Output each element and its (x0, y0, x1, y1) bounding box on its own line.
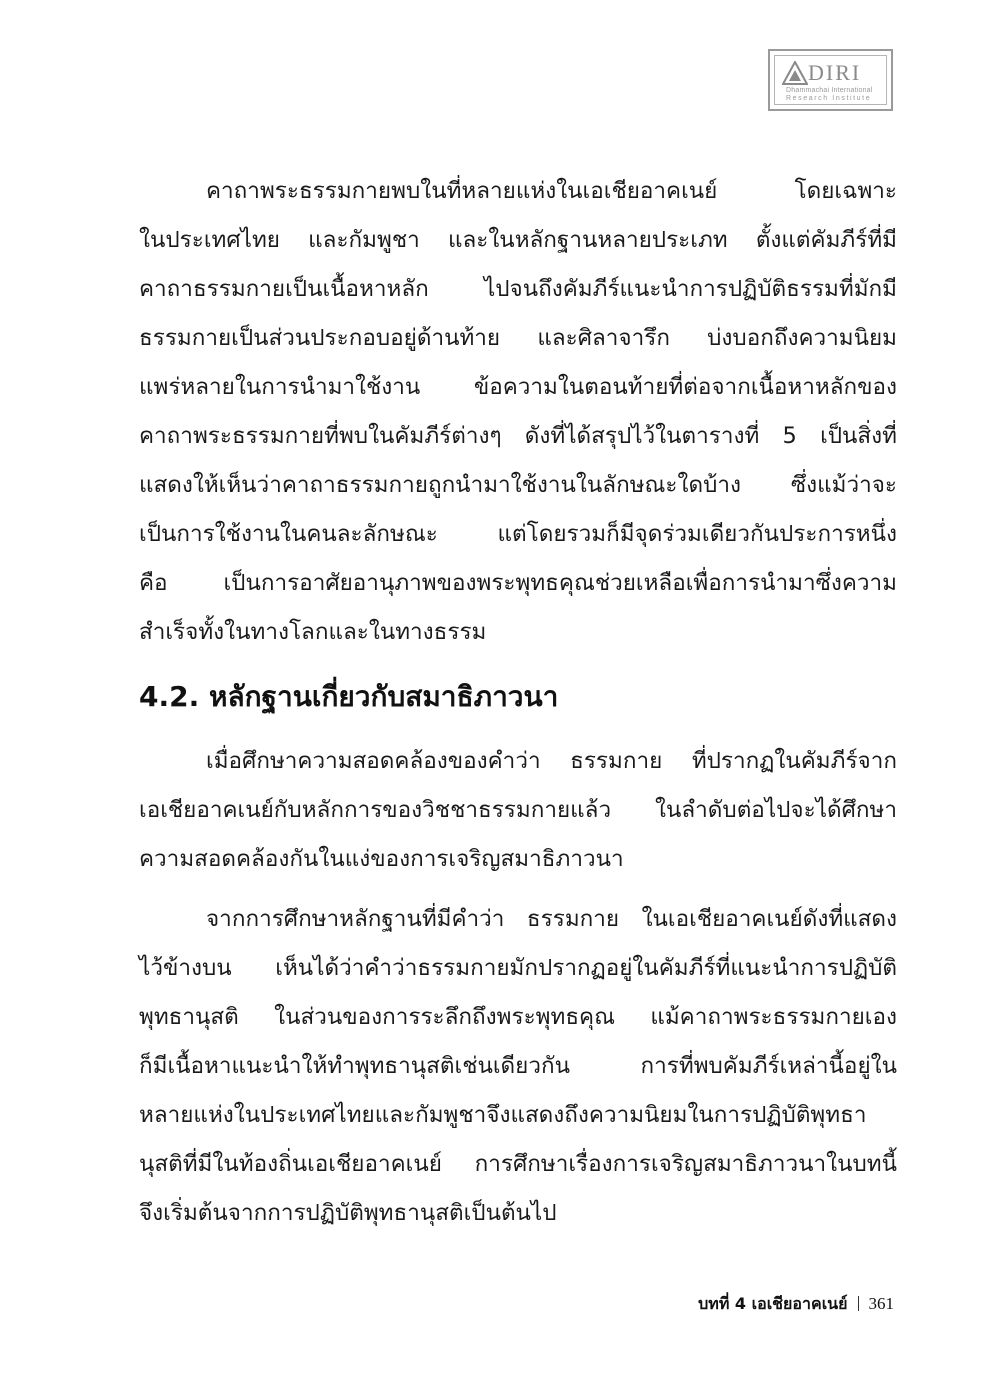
triangle-logo-icon (782, 61, 808, 85)
logo-subtitle-line1: Dhammachai International (786, 87, 873, 94)
paragraph-meditation-intro (139, 737, 897, 884)
text-line: นุสติที่มีในท้องถิ่นเอเชียอาคเนย์ การศึกษาเรื่องการเจริญสมาธิภาวนาในบทนี้ (139, 1151, 897, 1177)
text-line: แสดงให้เห็นว่าคาถาธรรมกายถูกนำมาใช้งานในลักษณะใดบ้าง ซึ่งแม้ว่าจะ (139, 472, 897, 498)
chapter-label: บทที่ 4 เอเชียอาคเนย์ (698, 1294, 848, 1313)
text-line: คือ เป็นการอาศัยอานุภาพของพระพุทธคุณช่วยเหลือเพื่อการนำมาซึ่งความ (139, 570, 897, 596)
text-line: ความสอดคล้องกันในแง่ของการเจริญสมาธิภาวนา (139, 846, 624, 872)
page-footer (698, 1290, 894, 1318)
text-line: ไว้ข้างบน เห็นได้ว่าคำว่าธรรมกายมักปรากฏอยู่ในคัมภีร์ที่แนะนำการปฏิบัติ (139, 955, 897, 981)
paragraph-buddhanussati (139, 895, 897, 1238)
text-line: คาถาพระธรรมกายที่พบในคัมภีร์ต่างๆ ดังที่ได้สรุปไว้ในตารางที่ 5 เป็นสิ่งที่ (139, 423, 897, 449)
text-line: เอเชียอาคเนย์กับหลักการของวิชชาธรรมกายแล้ว ในลำดับต่อไปจะได้ศึกษา (139, 797, 897, 823)
text-line: แพร่หลายในการนำมาใช้งาน ข้อความในตอนท้ายที่ต่อจากเนื้อหาหลักของ (139, 374, 897, 400)
text-line: สำเร็จทั้งในทางโลกและในทางธรรม (139, 619, 487, 645)
text-line: ธรรมกายเป็นส่วนประกอบอยู่ด้านท้าย และศิลาจารึก บ่งบอกถึงความนิยม (139, 325, 897, 351)
text-line: จึงเริ่มต้นจากการปฏิบัติพุทธานุสติเป็นต้นไป (139, 1200, 557, 1226)
logo-wordmark: DIRI (808, 60, 862, 85)
page-number: 361 (868, 1294, 894, 1313)
text-line: คาถาพระธรรมกายพบในที่หลายแห่งในเอเชียอาคเนย์ โดยเฉพาะ (206, 178, 897, 204)
text-line: พุทธานุสติ ในส่วนของการระลึกถึงพระพุทธคุณ แม้คาถาพระธรรมกายเอง (139, 1004, 897, 1030)
text-line: จากการศึกษาหลักฐานที่มีคำว่า ธรรมกาย ในเอเชียอาคเนย์ดังที่แสดง (206, 906, 897, 932)
diri-logo (768, 49, 893, 111)
paragraph-dhammakaya-verse (139, 167, 897, 657)
logo-subtitle-line2: Research Institute (786, 95, 872, 102)
text-line: เป็นการใช้งานในคนละลักษณะ แต่โดยรวมก็มีจุดร่วมเดียวกันประการหนึ่ง (139, 521, 897, 547)
text-line: หลายแห่งในประเทศไทยและกัมพูชาจึงแสดงถึงความนิยมในการปฏิบัติพุทธา (139, 1102, 867, 1128)
text-line: เมื่อศึกษาความสอดคล้องของคำว่า ธรรมกาย ที่ปรากฏในคัมภีร์จาก (206, 748, 897, 774)
text-line: ในประเทศไทย และกัมพูชา และในหลักฐานหลายประเภท ตั้งแต่คัมภีร์ที่มี (139, 227, 897, 253)
text-line: คาถาธรรมกายเป็นเนื้อหาหลัก ไปจนถึงคัมภีร์แนะนำการปฏิบัติธรรมที่มักมี (139, 276, 897, 302)
section-heading: 4.2. หลักฐานเกี่ยวกับสมาธิภาวนา (139, 680, 559, 713)
footer-divider (858, 1296, 859, 1311)
text-line: ก็มีเนื้อหาแนะนำให้ทำพุทธานุสติเช่นเดียวกัน การที่พบคัมภีร์เหล่านี้อยู่ใน (139, 1053, 897, 1079)
